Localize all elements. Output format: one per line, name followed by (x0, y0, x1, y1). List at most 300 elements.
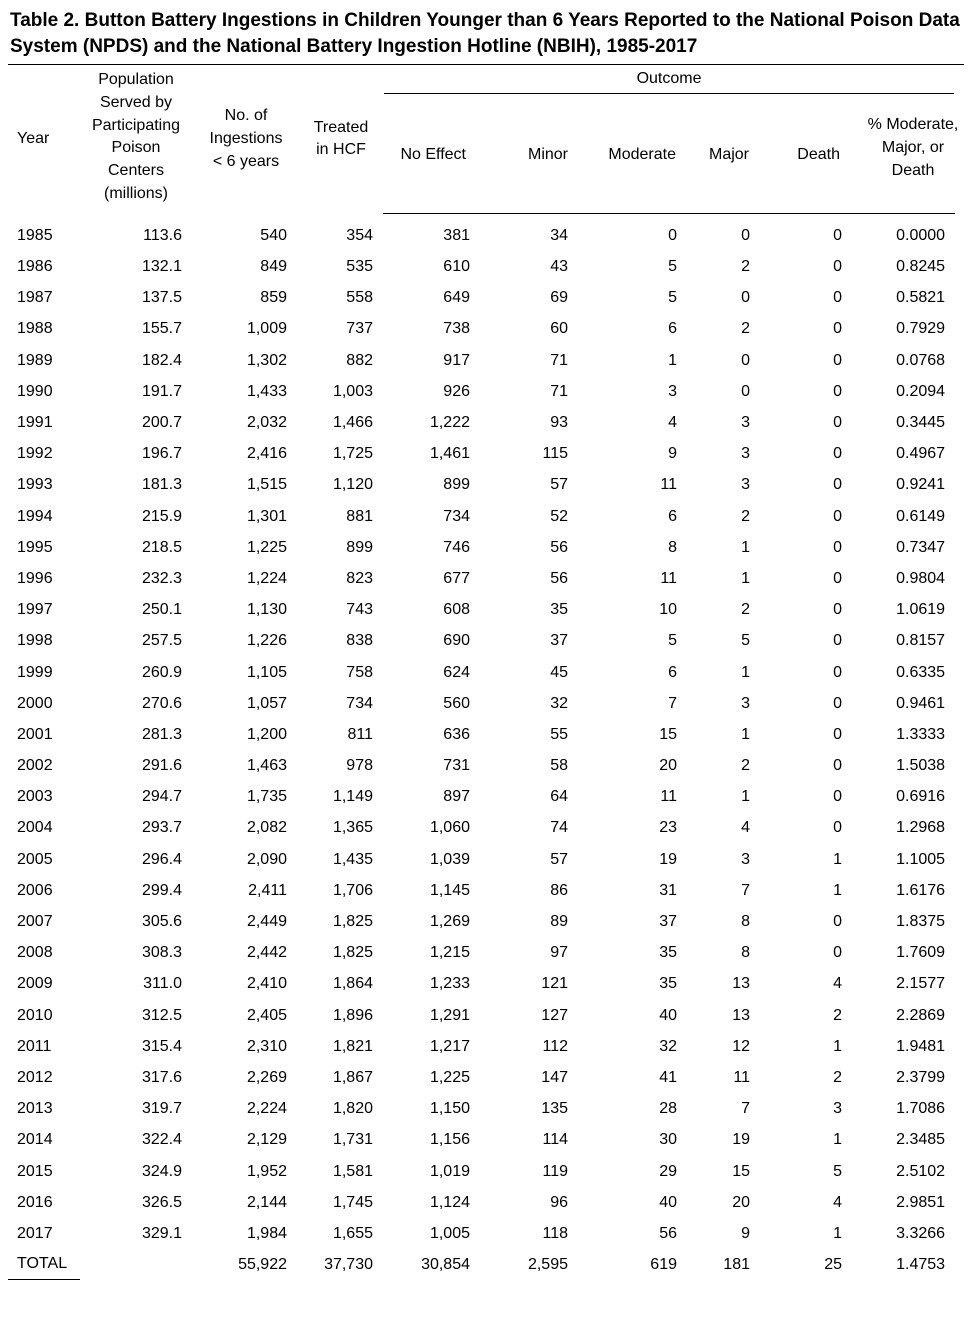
cell-ingestions: 2,449 (246, 913, 287, 930)
cell-moderate: 7 (668, 694, 677, 712)
cell-ingestions: 849 (260, 258, 287, 276)
cell-death: 0 (833, 632, 842, 650)
cell-no-effect: 624 (443, 663, 470, 681)
cell-year: TOTAL (8, 1249, 80, 1280)
cell-treated: 899 (346, 538, 373, 556)
cell-pct: 0.6335 (896, 663, 946, 681)
cell-no-effect: 746 (443, 538, 470, 556)
table-row (8, 1125, 955, 1156)
header-death: Death (764, 97, 842, 214)
cell-major: 3 (741, 445, 750, 463)
cell-ingestions: 2,411 (248, 881, 287, 899)
cell-death: 0 (833, 788, 842, 806)
cell-ingestions: 2,144 (246, 1193, 287, 1211)
cell-ingestions: 2,416 (246, 445, 287, 463)
cell-major: 19 (732, 1131, 750, 1149)
cell-moderate: 8 (668, 538, 677, 556)
cell-pct: 0.6916 (896, 788, 946, 806)
cell-pct: 1.0619 (896, 601, 946, 619)
cell-treated: 811 (347, 725, 373, 743)
cell-year: 1985 (17, 226, 53, 244)
cell-ingestions: 1,302 (246, 351, 287, 369)
cell-moderate: 11 (660, 788, 677, 806)
cell-moderate: 10 (659, 601, 677, 619)
cell-no-effect: 1,039 (429, 850, 470, 868)
cell-no-effect: 690 (443, 632, 470, 650)
cell-population: 113.6 (143, 226, 182, 244)
cell-treated: 1,825 (332, 913, 373, 930)
table-row (8, 688, 955, 719)
cell-moderate: 6 (668, 507, 677, 525)
cell-population: 132.1 (141, 258, 182, 276)
cell-year: 1991 (17, 414, 53, 431)
cell-treated: 882 (346, 351, 373, 369)
cell-population: 324.9 (141, 1162, 182, 1180)
cell-population: 326.5 (141, 1193, 182, 1211)
cell-death: 1 (833, 1131, 842, 1149)
cell-ingestions: 1,433 (246, 382, 287, 400)
cell-treated: 1,867 (332, 1068, 373, 1086)
cell-year: 1988 (17, 320, 53, 338)
cell-pct: 2.3799 (896, 1068, 946, 1086)
cell-no-effect: 560 (443, 694, 470, 712)
cell-moderate: 619 (650, 1255, 677, 1273)
cell-death: 3 (833, 1100, 842, 1118)
cell-no-effect: 1,217 (429, 1037, 470, 1055)
header-no-effect: No Effect (383, 97, 488, 214)
cell-ingestions: 2,082 (246, 819, 287, 837)
cell-treated: 1,655 (332, 1224, 373, 1242)
cell-population: 260.9 (141, 663, 182, 681)
cell-year: 2010 (17, 1006, 53, 1024)
cell-treated: 1,581 (332, 1162, 373, 1180)
cell-pct: 0.0768 (896, 351, 946, 369)
cell-major: 2 (741, 258, 750, 276)
cell-ingestions: 1,057 (246, 694, 287, 712)
cell-no-effect: 1,150 (429, 1100, 470, 1118)
cell-pct: 2.3485 (896, 1131, 946, 1149)
cell-ingestions: 1,226 (246, 632, 287, 650)
cell-ingestions: 2,032 (246, 414, 287, 431)
cell-pct: 0.3445 (896, 414, 946, 431)
cell-no-effect: 608 (443, 601, 470, 619)
cell-death: 0 (833, 414, 842, 431)
cell-death: 0 (833, 569, 842, 587)
cell-no-effect: 1,145 (429, 881, 470, 899)
cell-major: 1 (741, 569, 750, 587)
cell-minor: 114 (542, 1131, 568, 1149)
cell-ingestions: 1,463 (246, 757, 287, 775)
cell-treated: 743 (346, 601, 373, 619)
cell-no-effect: 649 (443, 289, 470, 307)
cell-ingestions: 1,224 (246, 569, 287, 587)
cell-year: 2000 (17, 694, 53, 712)
cell-minor: 89 (550, 913, 568, 930)
cell-moderate: 30 (659, 1131, 677, 1149)
cell-treated: 354 (346, 226, 373, 244)
cell-minor: 121 (541, 975, 568, 993)
table-row (8, 844, 955, 875)
cell-year: 1992 (17, 445, 53, 463)
cell-moderate: 31 (659, 881, 677, 899)
header-year: Year (17, 129, 50, 147)
table-row (8, 875, 955, 906)
cell-no-effect: 1,156 (429, 1131, 470, 1149)
cell-population: 250.1 (141, 601, 182, 619)
cell-ingestions: 1,515 (246, 476, 287, 494)
cell-pct: 2.9851 (896, 1193, 946, 1211)
cell-death: 0 (833, 819, 842, 837)
cell-treated: 737 (346, 320, 373, 338)
cell-year: 2002 (17, 757, 53, 775)
cell-minor: 69 (550, 289, 568, 307)
cell-year: 1997 (17, 601, 53, 619)
cell-major: 4 (741, 819, 750, 837)
header-outcome: Outcome (383, 65, 955, 97)
cell-ingestions: 2,405 (246, 1006, 287, 1024)
cell-treated: 1,466 (332, 414, 373, 431)
cell-population: 294.7 (141, 788, 182, 806)
cell-death: 0 (833, 226, 842, 244)
cell-population: 315.4 (141, 1037, 182, 1055)
cell-pct: 1.9481 (896, 1037, 946, 1055)
cell-pct: 0.8245 (896, 258, 946, 276)
cell-population: 308.3 (141, 944, 182, 962)
cell-major: 3 (741, 476, 750, 494)
table-row (8, 626, 955, 657)
cell-ingestions: 2,129 (246, 1131, 287, 1149)
cell-death: 0 (833, 258, 842, 276)
cell-no-effect: 677 (443, 569, 470, 587)
cell-minor: 2,595 (527, 1255, 568, 1273)
cell-death: 0 (833, 663, 842, 681)
cell-moderate: 20 (659, 757, 677, 775)
cell-no-effect: 1,124 (429, 1193, 470, 1211)
cell-moderate: 9 (668, 445, 677, 463)
header-treated: Treated in HCF (313, 118, 369, 159)
cell-population: 296.4 (141, 850, 182, 868)
cell-minor: 86 (550, 881, 568, 899)
table-row (8, 719, 955, 750)
cell-treated: 1,003 (332, 382, 373, 400)
cell-no-effect: 738 (443, 320, 470, 338)
table-row (8, 1000, 955, 1031)
cell-population: 293.7 (141, 819, 182, 837)
cell-minor: 35 (550, 601, 568, 619)
cell-treated: 1,365 (332, 819, 373, 837)
cell-year: 2005 (17, 850, 53, 868)
table-container (8, 0, 964, 1280)
cell-pct: 0.2094 (896, 382, 946, 400)
cell-major: 12 (732, 1037, 750, 1055)
table-row (8, 501, 955, 532)
table-row (8, 1031, 955, 1062)
cell-pct: 1.3333 (896, 725, 946, 743)
cell-year: 2007 (17, 913, 53, 930)
cell-treated: 758 (346, 663, 373, 681)
cell-population: 317.6 (141, 1068, 182, 1086)
table-row (8, 283, 955, 314)
cell-year: 1986 (17, 258, 53, 276)
cell-no-effect: 610 (443, 258, 470, 276)
cell-treated: 37,730 (324, 1255, 373, 1273)
cell-year: 2013 (17, 1100, 53, 1118)
table-row (8, 657, 955, 688)
table-row (8, 407, 955, 438)
cell-minor: 112 (542, 1037, 568, 1055)
data-table (8, 65, 959, 1280)
cell-ingestions: 859 (260, 289, 287, 307)
cell-minor: 115 (542, 445, 568, 463)
cell-population: 218.5 (141, 538, 182, 556)
cell-moderate: 11 (660, 569, 677, 587)
cell-ingestions: 2,224 (246, 1100, 287, 1118)
cell-minor: 56 (550, 538, 568, 556)
cell-pct: 0.9804 (896, 569, 946, 587)
cell-minor: 74 (550, 819, 568, 837)
cell-major: 0 (741, 351, 750, 369)
cell-death: 0 (833, 445, 842, 463)
cell-moderate: 35 (659, 975, 677, 993)
cell-death: 0 (833, 757, 842, 775)
cell-moderate: 19 (659, 850, 677, 868)
cell-death: 1 (833, 1037, 842, 1055)
cell-population: 281.3 (141, 725, 182, 743)
cell-major: 5 (741, 632, 750, 650)
cell-ingestions: 1,200 (246, 725, 287, 743)
cell-population: 232.3 (141, 569, 182, 587)
cell-death: 0 (833, 382, 842, 400)
cell-major: 3 (741, 850, 750, 868)
cell-no-effect: 917 (443, 351, 470, 369)
cell-pct: 1.5038 (896, 757, 946, 775)
cell-year: 1989 (17, 351, 53, 369)
cell-death: 1 (833, 881, 842, 899)
cell-year: 2008 (17, 944, 53, 962)
cell-death: 0 (833, 601, 842, 619)
cell-moderate: 41 (659, 1068, 677, 1086)
cell-no-effect: 1,019 (429, 1162, 470, 1180)
cell-minor: 32 (550, 694, 568, 712)
cell-year: 2015 (17, 1162, 53, 1180)
cell-major: 20 (732, 1193, 750, 1211)
cell-treated: 1,706 (332, 881, 373, 899)
table-row (8, 1156, 955, 1187)
cell-pct: 1.7609 (896, 944, 946, 962)
cell-no-effect: 1,291 (429, 1006, 470, 1024)
cell-major: 1 (741, 538, 750, 556)
cell-minor: 43 (550, 258, 568, 276)
cell-moderate: 1 (668, 351, 677, 369)
cell-population: 291.6 (141, 757, 182, 775)
cell-population: 322.4 (141, 1131, 182, 1149)
cell-population (80, 1249, 193, 1280)
cell-treated: 1,149 (332, 788, 373, 806)
cell-no-effect: 926 (443, 382, 470, 400)
table-row (8, 938, 955, 969)
cell-moderate: 5 (668, 258, 677, 276)
cell-pct: 0.8157 (896, 632, 946, 650)
cell-death: 0 (833, 913, 842, 930)
cell-ingestions: 2,269 (246, 1068, 287, 1086)
table-row (8, 314, 955, 345)
cell-pct: 0.4967 (896, 445, 946, 463)
cell-moderate: 32 (659, 1037, 677, 1055)
cell-moderate: 29 (659, 1162, 677, 1180)
cell-pct: 0.6149 (896, 507, 946, 525)
cell-treated: 1,120 (332, 476, 373, 494)
cell-treated: 1,725 (332, 445, 373, 463)
cell-no-effect: 1,215 (429, 944, 470, 962)
cell-major: 8 (741, 944, 750, 962)
cell-death: 4 (833, 1193, 842, 1211)
cell-pct: 2.2869 (896, 1006, 946, 1024)
cell-major: 8 (741, 913, 750, 930)
cell-minor: 135 (541, 1100, 568, 1118)
cell-year: 2011 (17, 1037, 52, 1055)
cell-major: 15 (732, 1162, 750, 1180)
cell-moderate: 6 (668, 663, 677, 681)
cell-no-effect: 636 (443, 725, 470, 743)
cell-year: 2012 (17, 1068, 53, 1086)
cell-no-effect: 1,060 (429, 819, 470, 837)
header-minor: Minor (488, 97, 578, 214)
cell-moderate: 35 (659, 944, 677, 962)
cell-minor: 34 (550, 226, 568, 244)
cell-treated: 1,820 (332, 1100, 373, 1118)
cell-moderate: 23 (659, 819, 677, 837)
cell-death: 0 (833, 476, 842, 494)
cell-year: 1990 (17, 382, 53, 400)
cell-pct: 1.6176 (896, 881, 946, 899)
cell-major: 3 (741, 694, 750, 712)
cell-minor: 55 (550, 725, 568, 743)
cell-ingestions: 540 (260, 226, 287, 244)
cell-year: 1993 (17, 476, 53, 494)
cell-major: 3 (741, 414, 750, 431)
cell-minor: 147 (541, 1068, 568, 1086)
cell-treated: 823 (346, 569, 373, 587)
cell-year: 1995 (17, 538, 53, 556)
cell-population: 137.5 (141, 289, 182, 307)
table-row (8, 595, 955, 626)
cell-pct: 0.9241 (896, 476, 946, 494)
table-row (8, 345, 955, 376)
cell-treated: 1,896 (332, 1006, 373, 1024)
cell-moderate: 11 (660, 476, 677, 494)
cell-death: 2 (833, 1068, 842, 1086)
cell-death: 0 (833, 289, 842, 307)
cell-treated: 558 (346, 289, 373, 307)
cell-no-effect: 1,269 (429, 913, 470, 930)
cell-death: 0 (833, 351, 842, 369)
table-row (8, 251, 955, 282)
cell-death: 0 (833, 694, 842, 712)
cell-minor: 56 (550, 569, 568, 587)
cell-major: 2 (741, 601, 750, 619)
cell-death: 1 (833, 850, 842, 868)
cell-ingestions: 1,301 (246, 507, 287, 525)
cell-year: 1999 (17, 663, 53, 681)
cell-major: 2 (741, 757, 750, 775)
cell-ingestions: 1,225 (246, 538, 287, 556)
cell-no-effect: 731 (443, 757, 470, 775)
cell-year: 2009 (17, 975, 53, 993)
cell-minor: 57 (550, 476, 568, 494)
cell-moderate: 56 (659, 1224, 677, 1242)
cell-death: 0 (833, 507, 842, 525)
cell-treated: 1,825 (332, 944, 373, 962)
table-row (8, 563, 955, 594)
cell-year: 2016 (17, 1193, 53, 1211)
cell-population: 155.7 (141, 320, 182, 338)
cell-death: 0 (833, 944, 842, 962)
table-row (8, 1218, 955, 1249)
cell-moderate: 4 (668, 414, 677, 431)
table-title: Table 2. Button Battery Ingestions in Children Younger than 6 Years Reported to the National Poison Data System (NPDS) and the National Battery Ingestion Hotline (NBIH), 1985-2017 (8, 8, 964, 65)
cell-pct: 2.5102 (896, 1162, 946, 1180)
cell-treated: 535 (346, 258, 373, 276)
header-moderate: Moderate (578, 97, 679, 214)
cell-major: 13 (732, 975, 750, 993)
cell-death: 25 (824, 1255, 842, 1273)
cell-ingestions: 1,105 (246, 663, 287, 681)
cell-minor: 64 (550, 788, 568, 806)
cell-moderate: 5 (668, 289, 677, 307)
cell-pct: 0.5821 (896, 289, 946, 307)
cell-moderate: 40 (659, 1193, 677, 1211)
cell-population: 329.1 (141, 1224, 182, 1242)
cell-ingestions: 1,952 (246, 1162, 287, 1180)
cell-major: 1 (741, 788, 750, 806)
cell-pct: 1.8375 (896, 913, 946, 930)
table-row (8, 220, 955, 251)
cell-major: 13 (732, 1006, 750, 1024)
cell-no-effect: 899 (443, 476, 470, 494)
cell-year: 2004 (17, 819, 53, 837)
cell-no-effect: 1,233 (429, 975, 470, 993)
cell-major: 9 (741, 1224, 750, 1242)
cell-population: 270.6 (141, 694, 182, 712)
cell-minor: 127 (541, 1006, 568, 1024)
cell-year: 1998 (17, 632, 53, 650)
table-row (8, 1094, 955, 1125)
cell-pct: 0.0000 (896, 226, 946, 244)
total-row (8, 1249, 955, 1280)
cell-pct: 3.3266 (896, 1224, 946, 1242)
table-row (8, 1187, 955, 1218)
cell-major: 1 (741, 725, 750, 743)
cell-no-effect: 734 (443, 507, 470, 525)
cell-minor: 71 (550, 382, 568, 400)
cell-major: 0 (741, 382, 750, 400)
cell-no-effect: 1,222 (429, 414, 470, 431)
cell-death: 0 (833, 538, 842, 556)
cell-ingestions: 2,442 (246, 944, 287, 962)
header-pct: % Moderate, Major, or Death (842, 97, 955, 214)
cell-minor: 45 (550, 663, 568, 681)
cell-population: 311.0 (143, 975, 182, 993)
table-header (8, 65, 959, 214)
cell-no-effect: 897 (443, 788, 470, 806)
cell-moderate: 0 (668, 226, 677, 244)
cell-major: 7 (741, 881, 750, 899)
cell-pct: 1.7086 (896, 1100, 946, 1118)
cell-year: 1996 (17, 569, 53, 587)
header-major: Major (679, 97, 764, 214)
table-row (8, 969, 955, 1000)
cell-treated: 734 (346, 694, 373, 712)
